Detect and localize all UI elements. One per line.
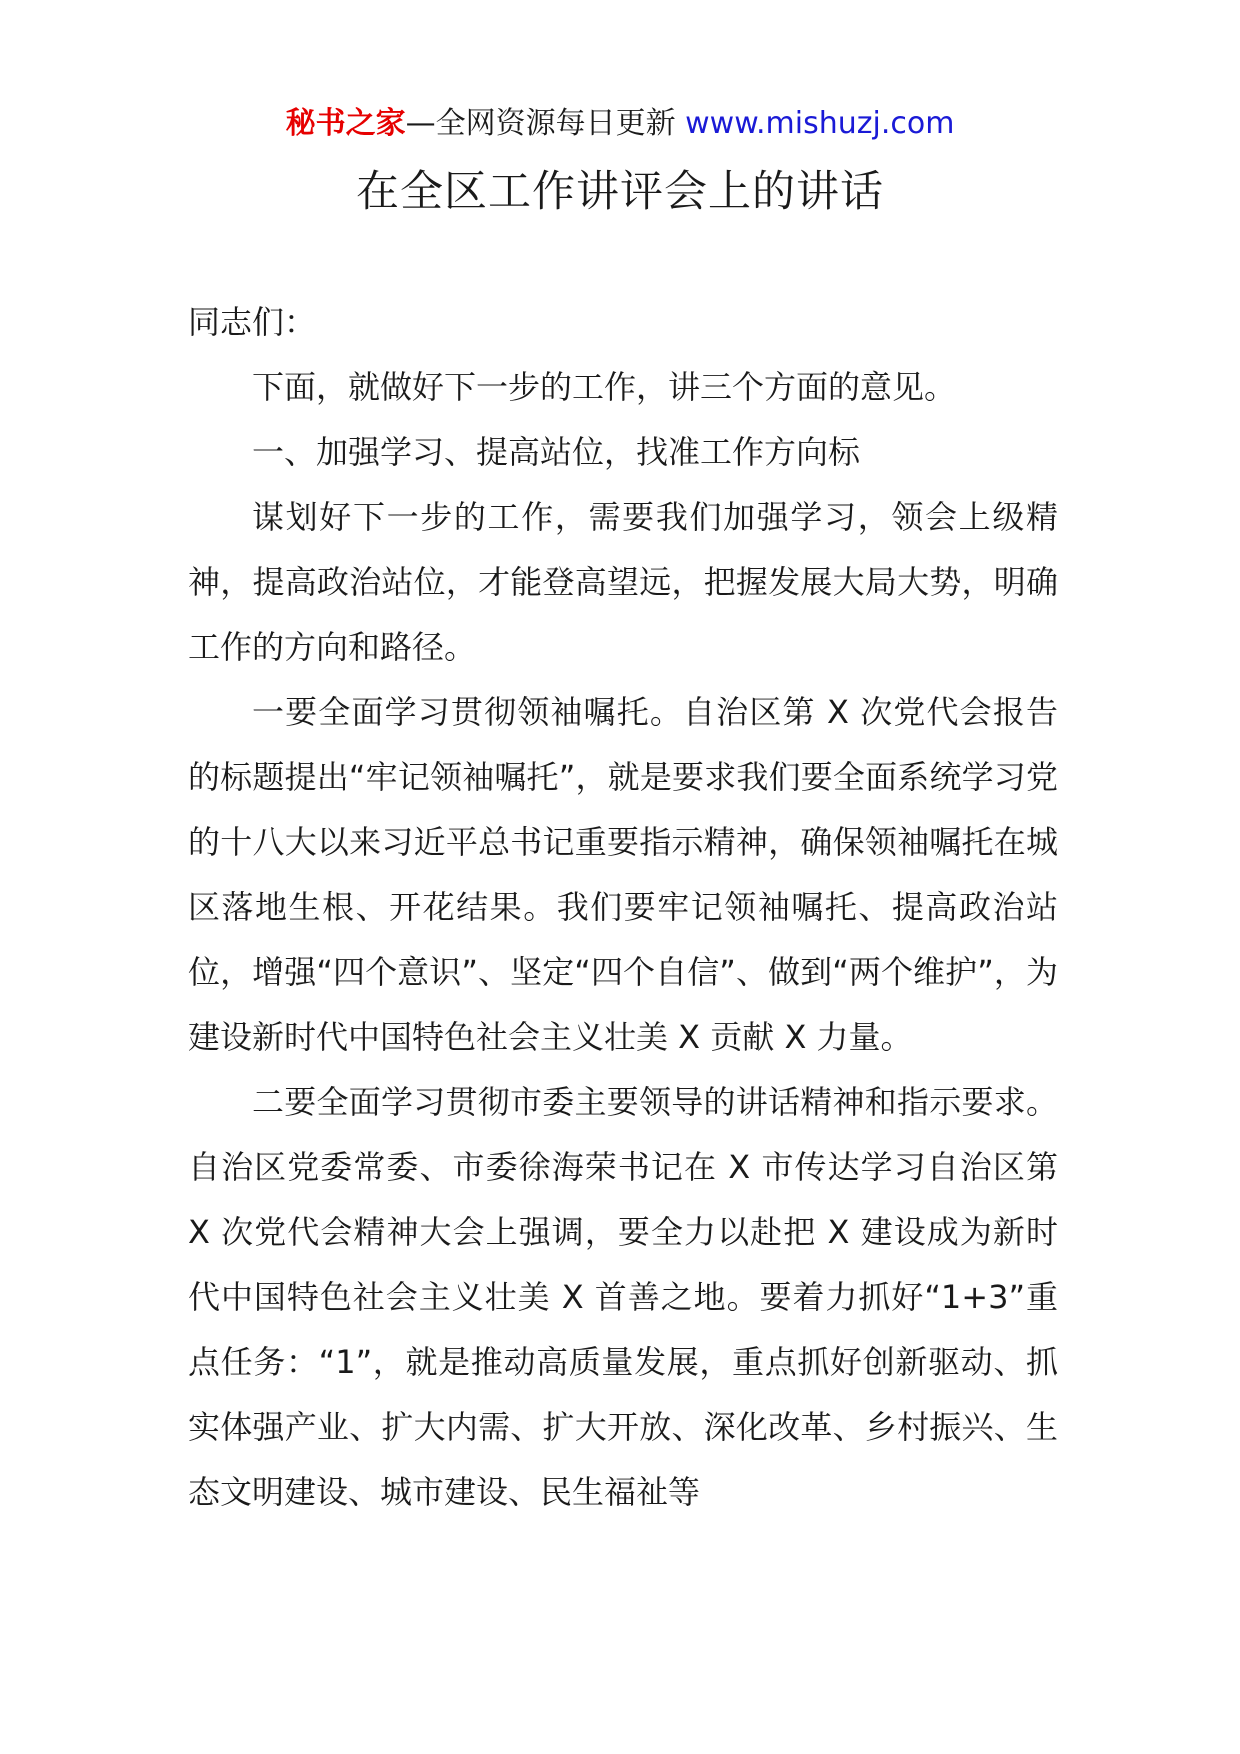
document-title: 在全区工作讲评会上的讲话 bbox=[356, 167, 884, 217]
body-paragraph: 一要全面学习贯彻领袖嘱托。自治区第 X 次党代会报告的标题提出“牢记领袖嘱托”，就是要求我们要全面系统学习党的十八大以来习近平总书记重要指示精神，确保领袖嘱托在城区落地生根、开花结果。我们要牢记领袖嘱托、提高政治站位，增强“四个意识”、坚定“四个自信”、做到“两个维护”，为建设新时代中国特色社会主义壮美 X 贡献 X 力量。 bbox=[188, 693, 1058, 1056]
document-body bbox=[188, 290, 1058, 1525]
site-header bbox=[0, 104, 1240, 144]
section-heading: 一、加强学习、提高站位，找准工作方向标 bbox=[252, 433, 861, 471]
site-url-link[interactable]: www.mishuzj.com bbox=[685, 106, 955, 141]
intro-paragraph: 下面，就做好下一步的工作，讲三个方面的意见。 bbox=[252, 368, 957, 406]
brand-name: 秘书之家 bbox=[285, 106, 406, 141]
body-paragraph: 谋划好下一步的工作，需要我们加强学习，领会上级精神，提高政治站位，才能登高望远，把握发展大局大势，明确工作的方向和路径。 bbox=[188, 498, 1058, 666]
body-paragraph: 二要全面学习贯彻市委主要领导的讲话精神和指示要求。自治区党委常委、市委徐海荣书记在 X 市传达学习自治区第 X 次党代会精神大会上强调，要全力以赴把 X 建设成为新时代中国特色社会主义壮美 X 首善之地。要着力抓好“1+3”重点任务：“1”，就是推动高质量发展，重点抓好创新驱动、抓实体强产业、扩大内需、扩大开放、深化改革、乡村振兴、生态文明建设、城市建设、民生福祉等 bbox=[188, 1083, 1058, 1511]
salutation: 同志们： bbox=[188, 303, 317, 341]
header-tagline: —全网资源每日更新 bbox=[405, 106, 686, 141]
